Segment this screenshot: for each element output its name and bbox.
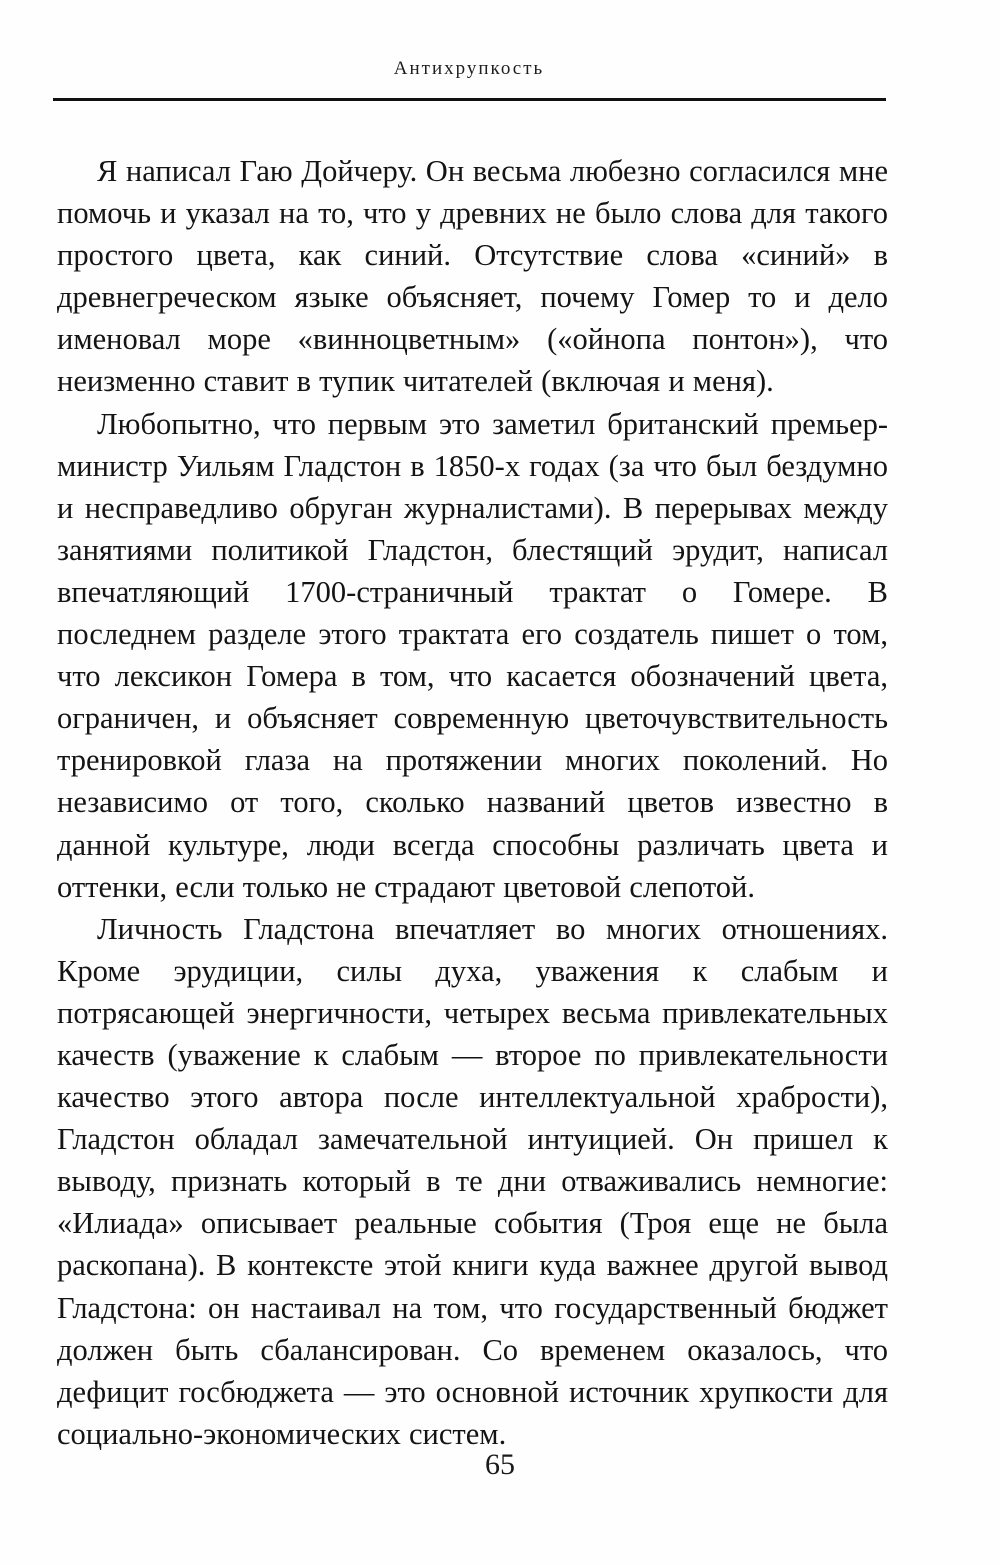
paragraph: Любопытно, что первым это заметил британский премьер-министр Уильям Гладстон в 1850-х годах (за что был бездумно и несправедливо обруган журналистами). В перерывах между занятиями политикой Гладстон, блестящий эрудит, написал впечатляющий 1700-страничный трактат о Гомере. В последнем разделе этого трактата его создатель пишет о том, что лексикон Гомера в том, что касается обозначений цвета, ограничен, и объясняет современную цветочувствительность тренировкой глаза на протяжении многих поколений. Но независимо от того, сколько названий цветов известно в данной культуре, люди всегда способны различать цвета и оттенки, если только не страдают цветовой слепотой. (57, 406, 888, 904)
paragraph: Я написал Гаю Дойчеру. Он весьма любезно согласился мне помочь и указал на то, что у древних не было слова для такого простого цвета, как синий. Отсутствие слова «синий» в древнегреческом языке объясняет, почему Гомер то и дело именовал море «винноцветным» («ойнопа понтон»), что неизменно ставит в тупик читателей (включая и меня). (57, 154, 888, 399)
body-text (57, 150, 888, 1455)
page-number: 65 (485, 1448, 515, 1481)
header-rule (53, 98, 886, 101)
paragraph: Личность Гладстона впечатляет во многих отношениях. Кроме эрудиции, силы духа, уважения к слабым и потрясающей энергичности, четырех весьма привлекательных качеств (уважение к слабым — второе по привлекательности качество этого автора после интеллектуальной храбрости), Гладстон обладал замечательной интуицией. Он пришел к выводу, признать который в те дни отваживались немногие: «Илиада» описывает реальные события (Троя еще не была раскопана). В контексте этой книги куда важнее другой вывод Гладстона: он настаивал на том, что государственный бюджет должен быть сбалансирован. Со временем оказалось, что дефицит госбюджета — это основной источник хрупкости для социально-экономических систем. (57, 911, 888, 1451)
running-head: Антихрупкость (393, 58, 545, 79)
